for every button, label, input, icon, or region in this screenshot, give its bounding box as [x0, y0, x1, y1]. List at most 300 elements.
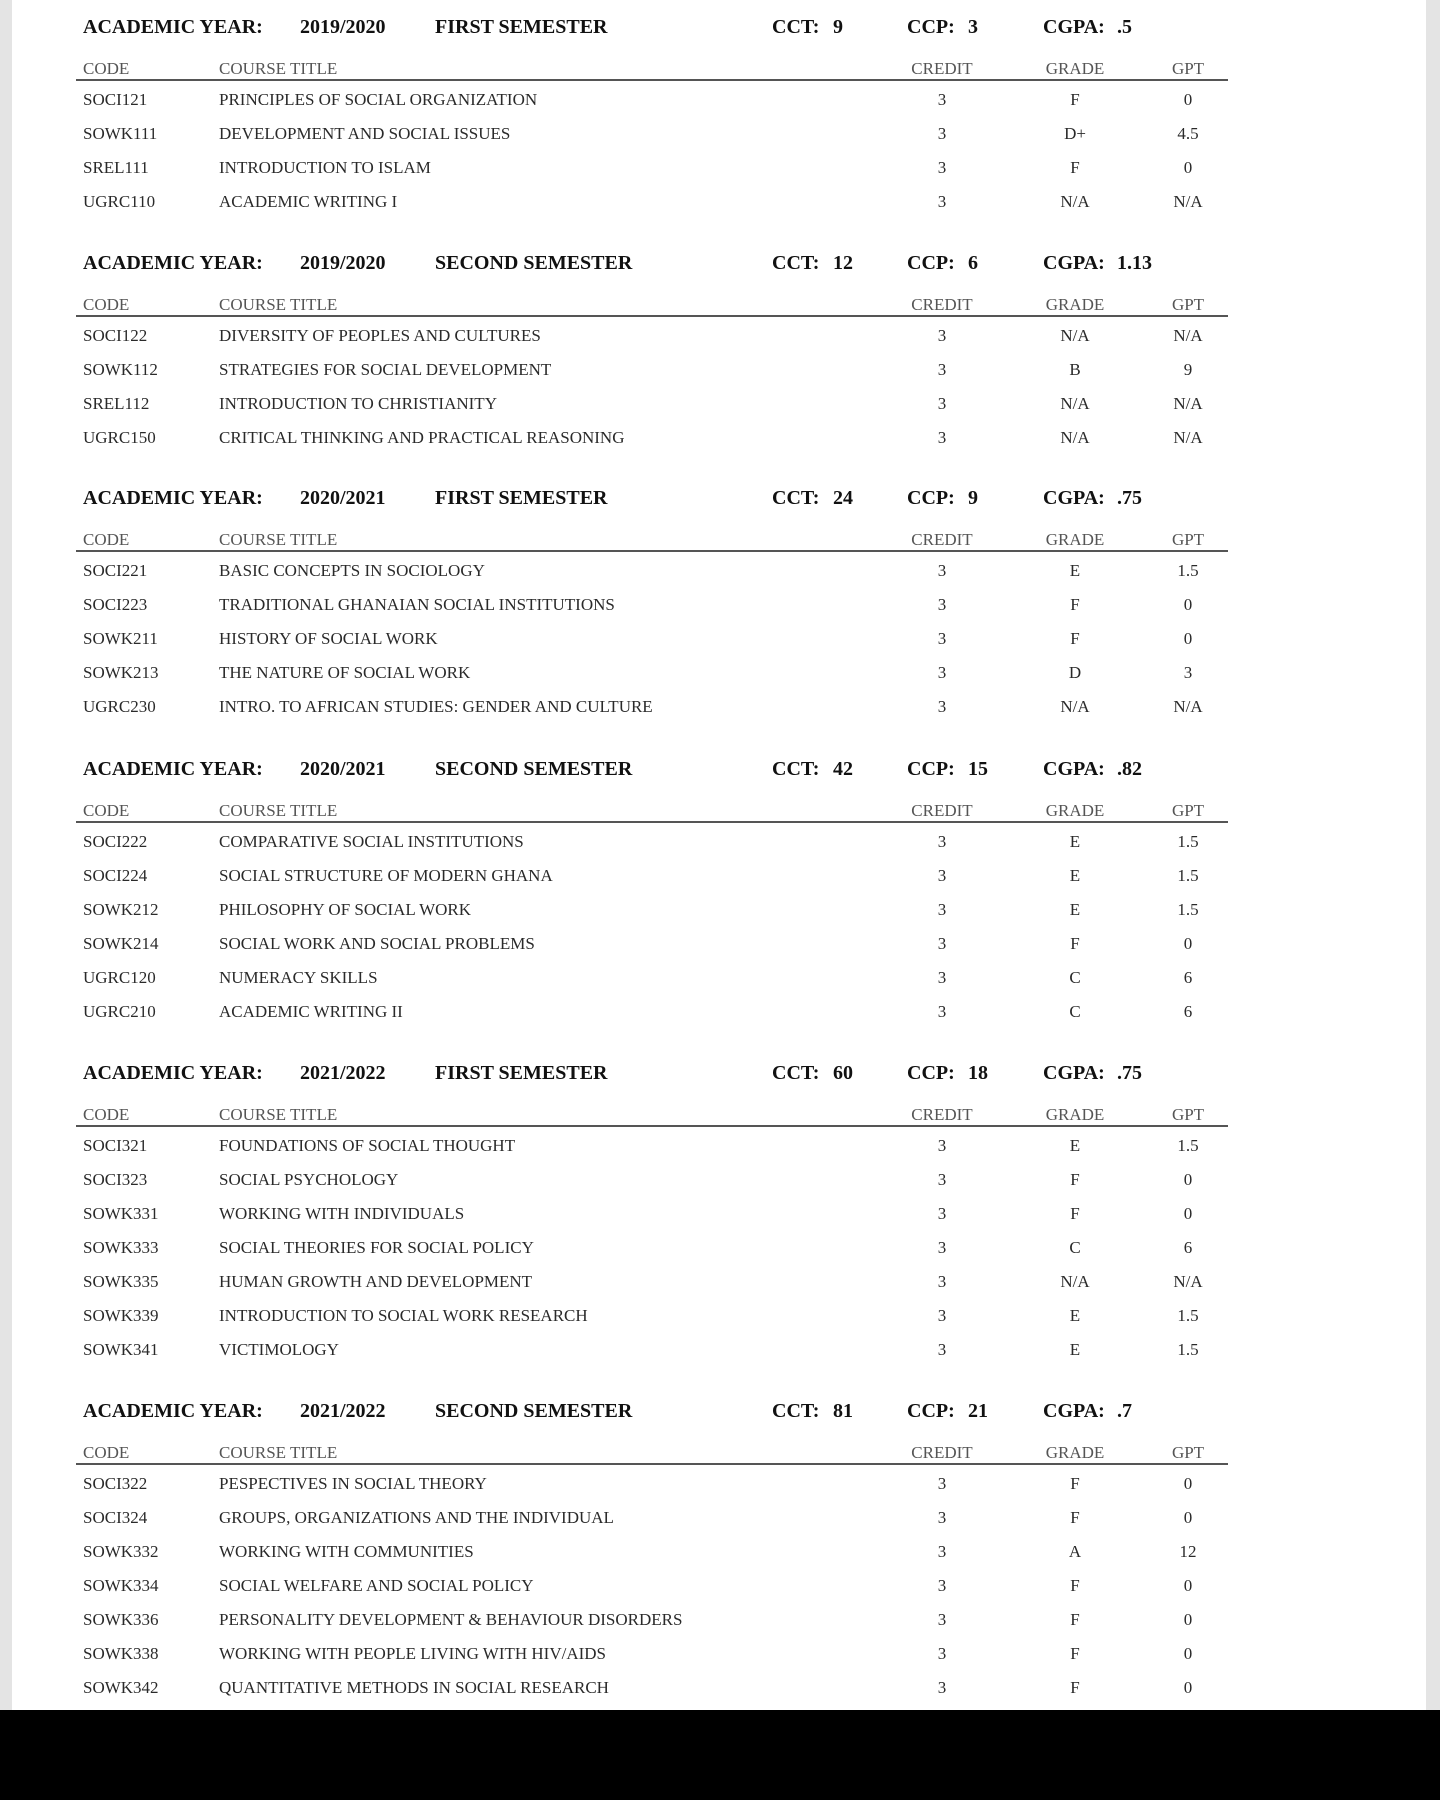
column-header-row	[76, 1443, 1228, 1465]
course-code: SOCI323	[83, 1170, 148, 1189]
course-title: INTRODUCTION TO CHRISTIANITY	[219, 394, 497, 413]
course-credit: 3	[937, 428, 947, 447]
course-gpt: 1.5	[1177, 1340, 1199, 1359]
ccp-value: 3	[968, 16, 978, 38]
course-row	[76, 1161, 1228, 1195]
course-grade: F	[1070, 1204, 1080, 1223]
course-grade: F	[1070, 158, 1080, 177]
course-credit: 3	[937, 832, 947, 851]
course-code: SOCI321	[83, 1136, 148, 1155]
cgpa-label: CGPA:	[1043, 252, 1105, 274]
course-gpt: 0	[1183, 595, 1193, 614]
column-header-grade: GRADE	[1045, 1105, 1105, 1124]
course-grade: E	[1069, 832, 1081, 851]
course-credit: 3	[937, 663, 947, 682]
ccp-label: CCP:	[907, 252, 955, 274]
academic-year-value: 2019/2020	[300, 16, 386, 38]
cgpa-value: .5	[1117, 16, 1132, 38]
course-credit: 3	[937, 900, 947, 919]
course-gpt: 0	[1183, 1204, 1193, 1223]
cct-value: 12	[833, 252, 853, 274]
course-gpt: 0	[1183, 90, 1193, 109]
course-row	[76, 1229, 1228, 1263]
ccp-label: CCP:	[907, 1400, 955, 1422]
course-title: SOCIAL THEORIES FOR SOCIAL POLICY	[219, 1238, 534, 1257]
course-grade: E	[1069, 561, 1081, 580]
course-row	[76, 149, 1228, 183]
course-row	[76, 1465, 1228, 1499]
course-credit: 3	[937, 1136, 947, 1155]
semester-block	[76, 236, 1228, 472]
course-credit: 3	[937, 595, 947, 614]
ccp-value: 15	[968, 758, 988, 780]
ccp-value: 18	[968, 1062, 988, 1084]
semester-header	[76, 471, 1228, 530]
semester-name: SECOND SEMESTER	[435, 252, 633, 274]
ccp-label: CCP:	[907, 16, 955, 38]
cct-label: CCT:	[772, 487, 820, 509]
semester-name: FIRST SEMESTER	[435, 487, 608, 509]
course-code: SOCI122	[83, 326, 148, 345]
course-code: SOCI121	[83, 90, 148, 109]
course-row	[76, 1499, 1228, 1533]
course-grade: F	[1070, 1644, 1080, 1663]
course-gpt: 3	[1183, 663, 1193, 682]
course-grade: C	[1069, 1238, 1081, 1257]
course-title: DEVELOPMENT AND SOCIAL ISSUES	[219, 124, 511, 143]
course-row	[76, 1533, 1228, 1567]
column-header-credit: CREDIT	[911, 801, 973, 820]
academic-year-value: 2020/2021	[300, 758, 386, 780]
course-grade: F	[1070, 1576, 1080, 1595]
academic-year-value: 2020/2021	[300, 487, 386, 509]
cct-label: CCT:	[772, 252, 820, 274]
course-credit: 3	[937, 1644, 947, 1663]
course-credit: 3	[937, 629, 947, 648]
column-header-row	[76, 1105, 1228, 1127]
course-grade: E	[1069, 1136, 1081, 1155]
course-credit: 3	[937, 360, 947, 379]
course-gpt: 6	[1183, 968, 1193, 987]
course-gpt: N/A	[1173, 1272, 1203, 1291]
semester-name: FIRST SEMESTER	[435, 1062, 608, 1084]
cct-value: 60	[833, 1062, 853, 1084]
cct-value: 24	[833, 487, 853, 509]
course-gpt: 0	[1183, 934, 1193, 953]
course-gpt: 0	[1183, 1644, 1193, 1663]
course-credit: 3	[937, 968, 947, 987]
column-header-grade: GRADE	[1045, 295, 1105, 314]
course-row	[76, 385, 1228, 419]
semester-name: FIRST SEMESTER	[435, 16, 608, 38]
course-grade: N/A	[1060, 394, 1090, 413]
column-header-row	[76, 801, 1228, 823]
course-gpt: 0	[1183, 1170, 1193, 1189]
course-grade: C	[1069, 968, 1081, 987]
course-title: PESPECTIVES IN SOCIAL THEORY	[219, 1474, 487, 1493]
semester-block	[76, 471, 1228, 716]
column-header-row	[76, 295, 1228, 317]
course-title: WORKING WITH COMMUNITIES	[219, 1542, 474, 1561]
cgpa-label: CGPA:	[1043, 487, 1105, 509]
column-header-row	[76, 59, 1228, 81]
course-row	[76, 1601, 1228, 1635]
course-row	[76, 115, 1228, 149]
course-gpt: N/A	[1173, 697, 1203, 716]
course-code: SOWK211	[83, 629, 158, 648]
column-header-credit: CREDIT	[911, 295, 973, 314]
course-title: HUMAN GROWTH AND DEVELOPMENT	[219, 1272, 533, 1291]
cct-value: 81	[833, 1400, 853, 1422]
course-title: ACADEMIC WRITING I	[219, 192, 398, 211]
course-row	[76, 993, 1228, 1027]
course-grade: F	[1070, 629, 1080, 648]
course-code: UGRC230	[83, 697, 156, 716]
column-header-code: CODE	[83, 801, 130, 820]
semester-header	[76, 236, 1228, 295]
course-title: VICTIMOLOGY	[219, 1340, 339, 1359]
course-grade: F	[1070, 595, 1080, 614]
cct-label: CCT:	[772, 1400, 820, 1422]
column-header-title: COURSE TITLE	[219, 801, 338, 820]
course-code: UGRC110	[83, 192, 156, 211]
course-credit: 3	[937, 1340, 947, 1359]
course-grade: E	[1069, 866, 1081, 885]
course-code: SOWK336	[83, 1610, 159, 1629]
course-row	[76, 1297, 1228, 1331]
course-row	[76, 1635, 1228, 1669]
course-title: TRADITIONAL GHANAIAN SOCIAL INSTITUTIONS	[219, 595, 615, 614]
cct-label: CCT:	[772, 758, 820, 780]
semester-header	[76, 742, 1228, 801]
course-title: ACADEMIC WRITING II	[219, 1002, 403, 1021]
course-title: FOUNDATIONS OF SOCIAL THOUGHT	[219, 1136, 516, 1155]
semester-block	[76, 1046, 1228, 1359]
ccp-value: 21	[968, 1400, 988, 1422]
course-title: STRATEGIES FOR SOCIAL DEVELOPMENT	[219, 360, 552, 379]
course-gpt: 0	[1183, 629, 1193, 648]
course-code: SOWK341	[83, 1340, 159, 1359]
course-code: SOWK333	[83, 1238, 159, 1257]
course-title: INTRODUCTION TO ISLAM	[219, 158, 431, 177]
course-code: SOCI322	[83, 1474, 148, 1493]
column-header-gpt: GPT	[1171, 59, 1205, 78]
column-header-gpt: GPT	[1171, 295, 1205, 314]
course-row	[76, 1669, 1228, 1703]
course-credit: 3	[937, 1204, 947, 1223]
column-header-gpt: GPT	[1171, 1443, 1205, 1462]
course-gpt: 0	[1183, 1508, 1193, 1527]
semester-name: SECOND SEMESTER	[435, 1400, 633, 1422]
course-credit: 3	[937, 1238, 947, 1257]
cgpa-label: CGPA:	[1043, 758, 1105, 780]
course-credit: 3	[937, 1678, 947, 1697]
column-header-code: CODE	[83, 295, 130, 314]
course-code: SOCI221	[83, 561, 148, 580]
course-gpt: 0	[1183, 158, 1193, 177]
course-row	[76, 1127, 1228, 1161]
course-row	[76, 317, 1228, 351]
semester-header	[76, 0, 1228, 59]
academic-year-value: 2021/2022	[300, 1400, 386, 1422]
course-grade: F	[1070, 1170, 1080, 1189]
course-row	[76, 183, 1228, 217]
course-gpt: 1.5	[1177, 900, 1199, 919]
column-header-title: COURSE TITLE	[219, 530, 338, 549]
course-credit: 3	[937, 866, 947, 885]
academic-year-label: ACADEMIC YEAR:	[83, 16, 263, 38]
course-grade: C	[1069, 1002, 1081, 1021]
cgpa-value: .75	[1117, 487, 1142, 509]
course-gpt: 0	[1183, 1576, 1193, 1595]
course-row	[76, 823, 1228, 857]
cgpa-label: CGPA:	[1043, 1062, 1105, 1084]
cgpa-value: 1.13	[1117, 252, 1152, 274]
course-gpt: 1.5	[1177, 1306, 1199, 1325]
course-gpt: N/A	[1173, 192, 1203, 211]
semester-header	[76, 1384, 1228, 1443]
course-credit: 3	[937, 124, 947, 143]
course-gpt: 1.5	[1177, 1136, 1199, 1155]
course-gpt: 1.5	[1177, 866, 1199, 885]
course-code: UGRC150	[83, 428, 156, 447]
course-credit: 3	[937, 1002, 947, 1021]
course-title: COMPARATIVE SOCIAL INSTITUTIONS	[219, 832, 524, 851]
course-gpt: 1.5	[1177, 561, 1199, 580]
course-credit: 3	[937, 326, 947, 345]
course-title: GROUPS, ORGANIZATIONS AND THE INDIVIDUAL	[219, 1508, 614, 1527]
column-header-code: CODE	[83, 59, 130, 78]
course-grade: E	[1069, 900, 1081, 919]
course-grade: F	[1070, 1678, 1080, 1697]
course-title: QUANTITATIVE METHODS IN SOCIAL RESEARCH	[219, 1678, 609, 1697]
course-row	[76, 1331, 1228, 1365]
course-grade: E	[1069, 1306, 1081, 1325]
course-row	[76, 959, 1228, 993]
semester-name: SECOND SEMESTER	[435, 758, 633, 780]
column-header-grade: GRADE	[1045, 801, 1105, 820]
course-row	[76, 857, 1228, 891]
course-gpt: 6	[1183, 1002, 1193, 1021]
semester-block	[76, 0, 1228, 236]
academic-year-label: ACADEMIC YEAR:	[83, 252, 263, 274]
course-title: SOCIAL WORK AND SOCIAL PROBLEMS	[219, 934, 535, 953]
course-code: SOWK212	[83, 900, 159, 919]
course-credit: 3	[937, 1474, 947, 1493]
course-grade: D	[1068, 663, 1082, 682]
course-title: THE NATURE OF SOCIAL WORK	[219, 663, 471, 682]
semester-block	[76, 1384, 1228, 1697]
course-grade: N/A	[1060, 1272, 1090, 1291]
course-code: SOWK111	[83, 124, 158, 143]
course-code: SREL111	[83, 158, 149, 177]
course-row	[76, 586, 1228, 620]
course-code: SOWK213	[83, 663, 159, 682]
course-gpt: 6	[1183, 1238, 1193, 1257]
course-title: PRINCIPLES OF SOCIAL ORGANIZATION	[219, 90, 538, 109]
course-grade: F	[1070, 90, 1080, 109]
course-row	[76, 419, 1228, 453]
course-title: NUMERACY SKILLS	[219, 968, 378, 987]
academic-year-label: ACADEMIC YEAR:	[83, 1400, 263, 1422]
course-gpt: 4.5	[1177, 124, 1199, 143]
cgpa-value: .7	[1117, 1400, 1132, 1422]
course-credit: 3	[937, 192, 947, 211]
course-gpt: N/A	[1173, 394, 1203, 413]
course-credit: 3	[937, 90, 947, 109]
column-header-code: CODE	[83, 530, 130, 549]
course-row	[76, 1263, 1228, 1297]
cct-label: CCT:	[772, 16, 820, 38]
column-header-gpt: GPT	[1171, 1105, 1205, 1124]
course-title: SOCIAL WELFARE AND SOCIAL POLICY	[219, 1576, 534, 1595]
course-credit: 3	[937, 394, 947, 413]
course-gpt: N/A	[1173, 326, 1203, 345]
course-gpt: 1.5	[1177, 832, 1199, 851]
academic-year-value: 2021/2022	[300, 1062, 386, 1084]
course-code: SOWK112	[83, 360, 158, 379]
column-header-gpt: GPT	[1171, 530, 1205, 549]
column-header-title: COURSE TITLE	[219, 1443, 338, 1462]
course-code: SOCI324	[83, 1508, 148, 1527]
course-code: SOWK214	[83, 934, 159, 953]
cct-label: CCT:	[772, 1062, 820, 1084]
course-code: SOWK334	[83, 1576, 159, 1595]
column-header-code: CODE	[83, 1443, 130, 1462]
course-code: SOWK339	[83, 1306, 159, 1325]
cct-value: 9	[833, 16, 843, 38]
academic-year-label: ACADEMIC YEAR:	[83, 1062, 263, 1084]
course-title: INTRODUCTION TO SOCIAL WORK RESEARCH	[219, 1306, 588, 1325]
ccp-label: CCP:	[907, 758, 955, 780]
column-header-title: COURSE TITLE	[219, 1105, 338, 1124]
course-grade: D+	[1064, 124, 1086, 143]
page-edge-left	[0, 0, 12, 1710]
course-code: SOCI222	[83, 832, 148, 851]
course-row	[76, 654, 1228, 688]
column-header-title: COURSE TITLE	[219, 295, 338, 314]
course-row	[76, 925, 1228, 959]
course-row	[76, 620, 1228, 654]
page-edge-right	[1426, 0, 1440, 1710]
course-row	[76, 891, 1228, 925]
course-code: SOWK335	[83, 1272, 159, 1291]
course-credit: 3	[937, 158, 947, 177]
course-title: INTRO. TO AFRICAN STUDIES: GENDER AND CULTURE	[219, 697, 653, 716]
column-header-code: CODE	[83, 1105, 130, 1124]
semester-header	[76, 1046, 1228, 1105]
course-credit: 3	[937, 1576, 947, 1595]
column-header-title: COURSE TITLE	[219, 59, 338, 78]
course-grade: N/A	[1060, 192, 1090, 211]
course-grade: B	[1069, 360, 1081, 379]
academic-year-label: ACADEMIC YEAR:	[83, 487, 263, 509]
cgpa-label: CGPA:	[1043, 16, 1105, 38]
course-title: SOCIAL PSYCHOLOGY	[219, 1170, 399, 1189]
course-grade: F	[1070, 1508, 1080, 1527]
course-title: PERSONALITY DEVELOPMENT & BEHAVIOUR DISORDERS	[219, 1610, 683, 1629]
course-grade: N/A	[1060, 697, 1090, 716]
course-code: SOCI224	[83, 866, 148, 885]
course-title: WORKING WITH PEOPLE LIVING WITH HIV/AIDS	[219, 1644, 607, 1663]
course-grade: N/A	[1060, 428, 1090, 447]
ccp-label: CCP:	[907, 487, 955, 509]
ccp-label: CCP:	[907, 1062, 955, 1084]
course-title: PHILOSOPHY OF SOCIAL WORK	[219, 900, 472, 919]
course-code: SOCI223	[83, 595, 148, 614]
course-grade: E	[1069, 1340, 1081, 1359]
column-header-grade: GRADE	[1045, 1443, 1105, 1462]
course-gpt: 0	[1183, 1678, 1193, 1697]
course-credit: 3	[937, 1170, 947, 1189]
column-header-grade: GRADE	[1045, 59, 1105, 78]
cgpa-value: .75	[1117, 1062, 1142, 1084]
course-row	[76, 351, 1228, 385]
course-credit: 3	[937, 1272, 947, 1291]
cct-value: 42	[833, 758, 853, 780]
course-row	[76, 81, 1228, 115]
cgpa-value: .82	[1117, 758, 1142, 780]
academic-year-label: ACADEMIC YEAR:	[83, 758, 263, 780]
course-credit: 3	[937, 1542, 947, 1561]
course-code: SOWK332	[83, 1542, 159, 1561]
course-row	[76, 1567, 1228, 1601]
course-code: SOWK331	[83, 1204, 159, 1223]
course-credit: 3	[937, 1508, 947, 1527]
course-row	[76, 1195, 1228, 1229]
ccp-value: 9	[968, 487, 978, 509]
course-grade: F	[1070, 934, 1080, 953]
course-title: BASIC CONCEPTS IN SOCIOLOGY	[219, 561, 485, 580]
course-gpt: 0	[1183, 1474, 1193, 1493]
column-header-credit: CREDIT	[911, 530, 973, 549]
course-credit: 3	[937, 934, 947, 953]
cgpa-label: CGPA:	[1043, 1400, 1105, 1422]
column-header-credit: CREDIT	[911, 1105, 973, 1124]
course-title: CRITICAL THINKING AND PRACTICAL REASONING	[219, 428, 625, 447]
column-header-grade: GRADE	[1045, 530, 1105, 549]
course-code: SOWK338	[83, 1644, 159, 1663]
course-code: UGRC120	[83, 968, 156, 987]
course-code: UGRC210	[83, 1002, 156, 1021]
course-gpt: 12	[1179, 1542, 1197, 1561]
course-grade: F	[1070, 1610, 1080, 1629]
course-grade: N/A	[1060, 326, 1090, 345]
transcript-content	[76, 0, 1228, 1710]
course-grade: A	[1068, 1542, 1082, 1561]
course-gpt: N/A	[1173, 428, 1203, 447]
course-credit: 3	[937, 697, 947, 716]
column-header-credit: CREDIT	[911, 59, 973, 78]
course-row	[76, 688, 1228, 722]
course-grade: F	[1070, 1474, 1080, 1493]
course-code: SREL112	[83, 394, 150, 413]
semester-block	[76, 742, 1228, 1021]
course-row	[76, 552, 1228, 586]
course-gpt: 0	[1183, 1610, 1193, 1629]
course-credit: 3	[937, 1306, 947, 1325]
course-credit: 3	[937, 561, 947, 580]
course-title: WORKING WITH INDIVIDUALS	[219, 1204, 465, 1223]
academic-year-value: 2019/2020	[300, 252, 386, 274]
column-header-row	[76, 530, 1228, 552]
column-header-gpt: GPT	[1171, 801, 1205, 820]
course-title: DIVERSITY OF PEOPLES AND CULTURES	[219, 326, 541, 345]
column-header-credit: CREDIT	[911, 1443, 973, 1462]
course-title: SOCIAL STRUCTURE OF MODERN GHANA	[219, 866, 553, 885]
course-code: SOWK342	[83, 1678, 159, 1697]
course-title: HISTORY OF SOCIAL WORK	[219, 629, 438, 648]
